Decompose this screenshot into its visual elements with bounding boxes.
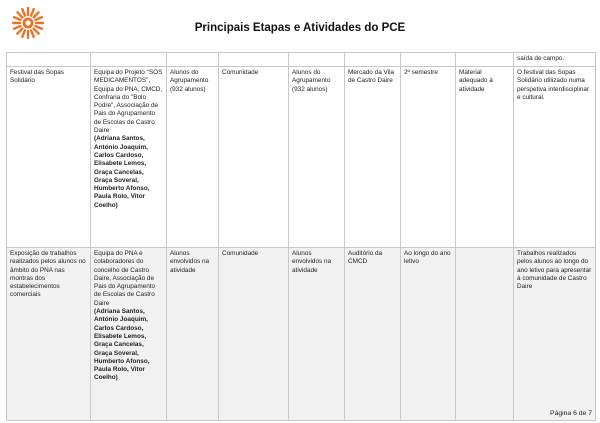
logo-ray xyxy=(17,12,22,17)
participants-cell: Alunos do Agrupamento (932 alunos) xyxy=(289,67,345,248)
objective-cell: Trabalhos realizados pelos alunos ao longo do ano letivo para apresentar à comunidade de Castro Daire xyxy=(514,248,596,421)
continued-cell: saída de campo. xyxy=(514,53,596,67)
team-text: Equipa do PNA e colaboradores do concelho de Castro Daire, Associação de Pais do Agrupamento de Escolas de Castro Daire xyxy=(94,250,156,307)
targets-cell: Alunos do Agrupamento (932 alunos) xyxy=(167,67,219,248)
period-cell: 2º semestre xyxy=(401,67,456,248)
team-text: Equipa do Projeto "SOS MEDICAMENTOS", Equipa do PNA, CMCD, Confraria do "Bolo Podre", Associação de Pais do Agrupamento de Escolas de Castro Daire xyxy=(94,69,163,135)
table-row xyxy=(7,67,596,248)
location-cell: Mercado da Vila de Castro Daire xyxy=(345,67,401,248)
table-row-continued xyxy=(7,53,596,67)
page-title: Principais Etapas e Atividades do PCE xyxy=(194,22,406,34)
logo-ray xyxy=(35,17,41,20)
activity-cell: Exposição de trabalhos realizados pelos alunos no âmbito do PNA nas montras dos estabelecimentos comerciais xyxy=(7,248,91,421)
objective-cell: O festival das Sopas Solidário utilizado numa perspetiva interdisciplinar e cultural. xyxy=(514,67,596,248)
team-names: (Adriana Santos, António Joaquim, Carlos Cardoso, Elisabete Lemos, Graça Cancelas, Graça Soveral, Humberto Afonso, Paula Rolo, Vitor Coelho) xyxy=(94,135,150,209)
location-cell: Auditório da CMCD xyxy=(345,248,401,421)
logo-ray xyxy=(22,9,25,15)
logo-ray xyxy=(31,9,34,15)
participants-cell: Alunos envolvidos na atividade xyxy=(289,248,345,421)
team-cell xyxy=(91,67,167,248)
activity-cell: Festival das Sopas Solidário xyxy=(7,67,91,248)
resources-cell xyxy=(456,248,514,421)
page-number: Página 6 de 7 xyxy=(550,410,592,417)
logo-ray xyxy=(34,12,39,17)
team-names: (Adriana Santos, António Joaquim, Carlos Cardoso, Elisabete Lemos, Graça Cancelas, Graça Soveral, Humberto Afonso, Paula Rolo, Vitor Coelho) xyxy=(94,308,150,382)
scope-cell: Comunidade xyxy=(219,67,289,248)
activities-table xyxy=(6,52,596,421)
resources-cell: Material adequado à atividade xyxy=(456,67,514,248)
table-row xyxy=(7,248,596,421)
period-cell: Ao longo do ano letivo xyxy=(401,248,456,421)
logo-ray xyxy=(14,17,20,20)
team-cell xyxy=(91,248,167,421)
targets-cell: Alunos envolvidos na atividade xyxy=(167,248,219,421)
scope-cell: Comunidade xyxy=(219,248,289,421)
